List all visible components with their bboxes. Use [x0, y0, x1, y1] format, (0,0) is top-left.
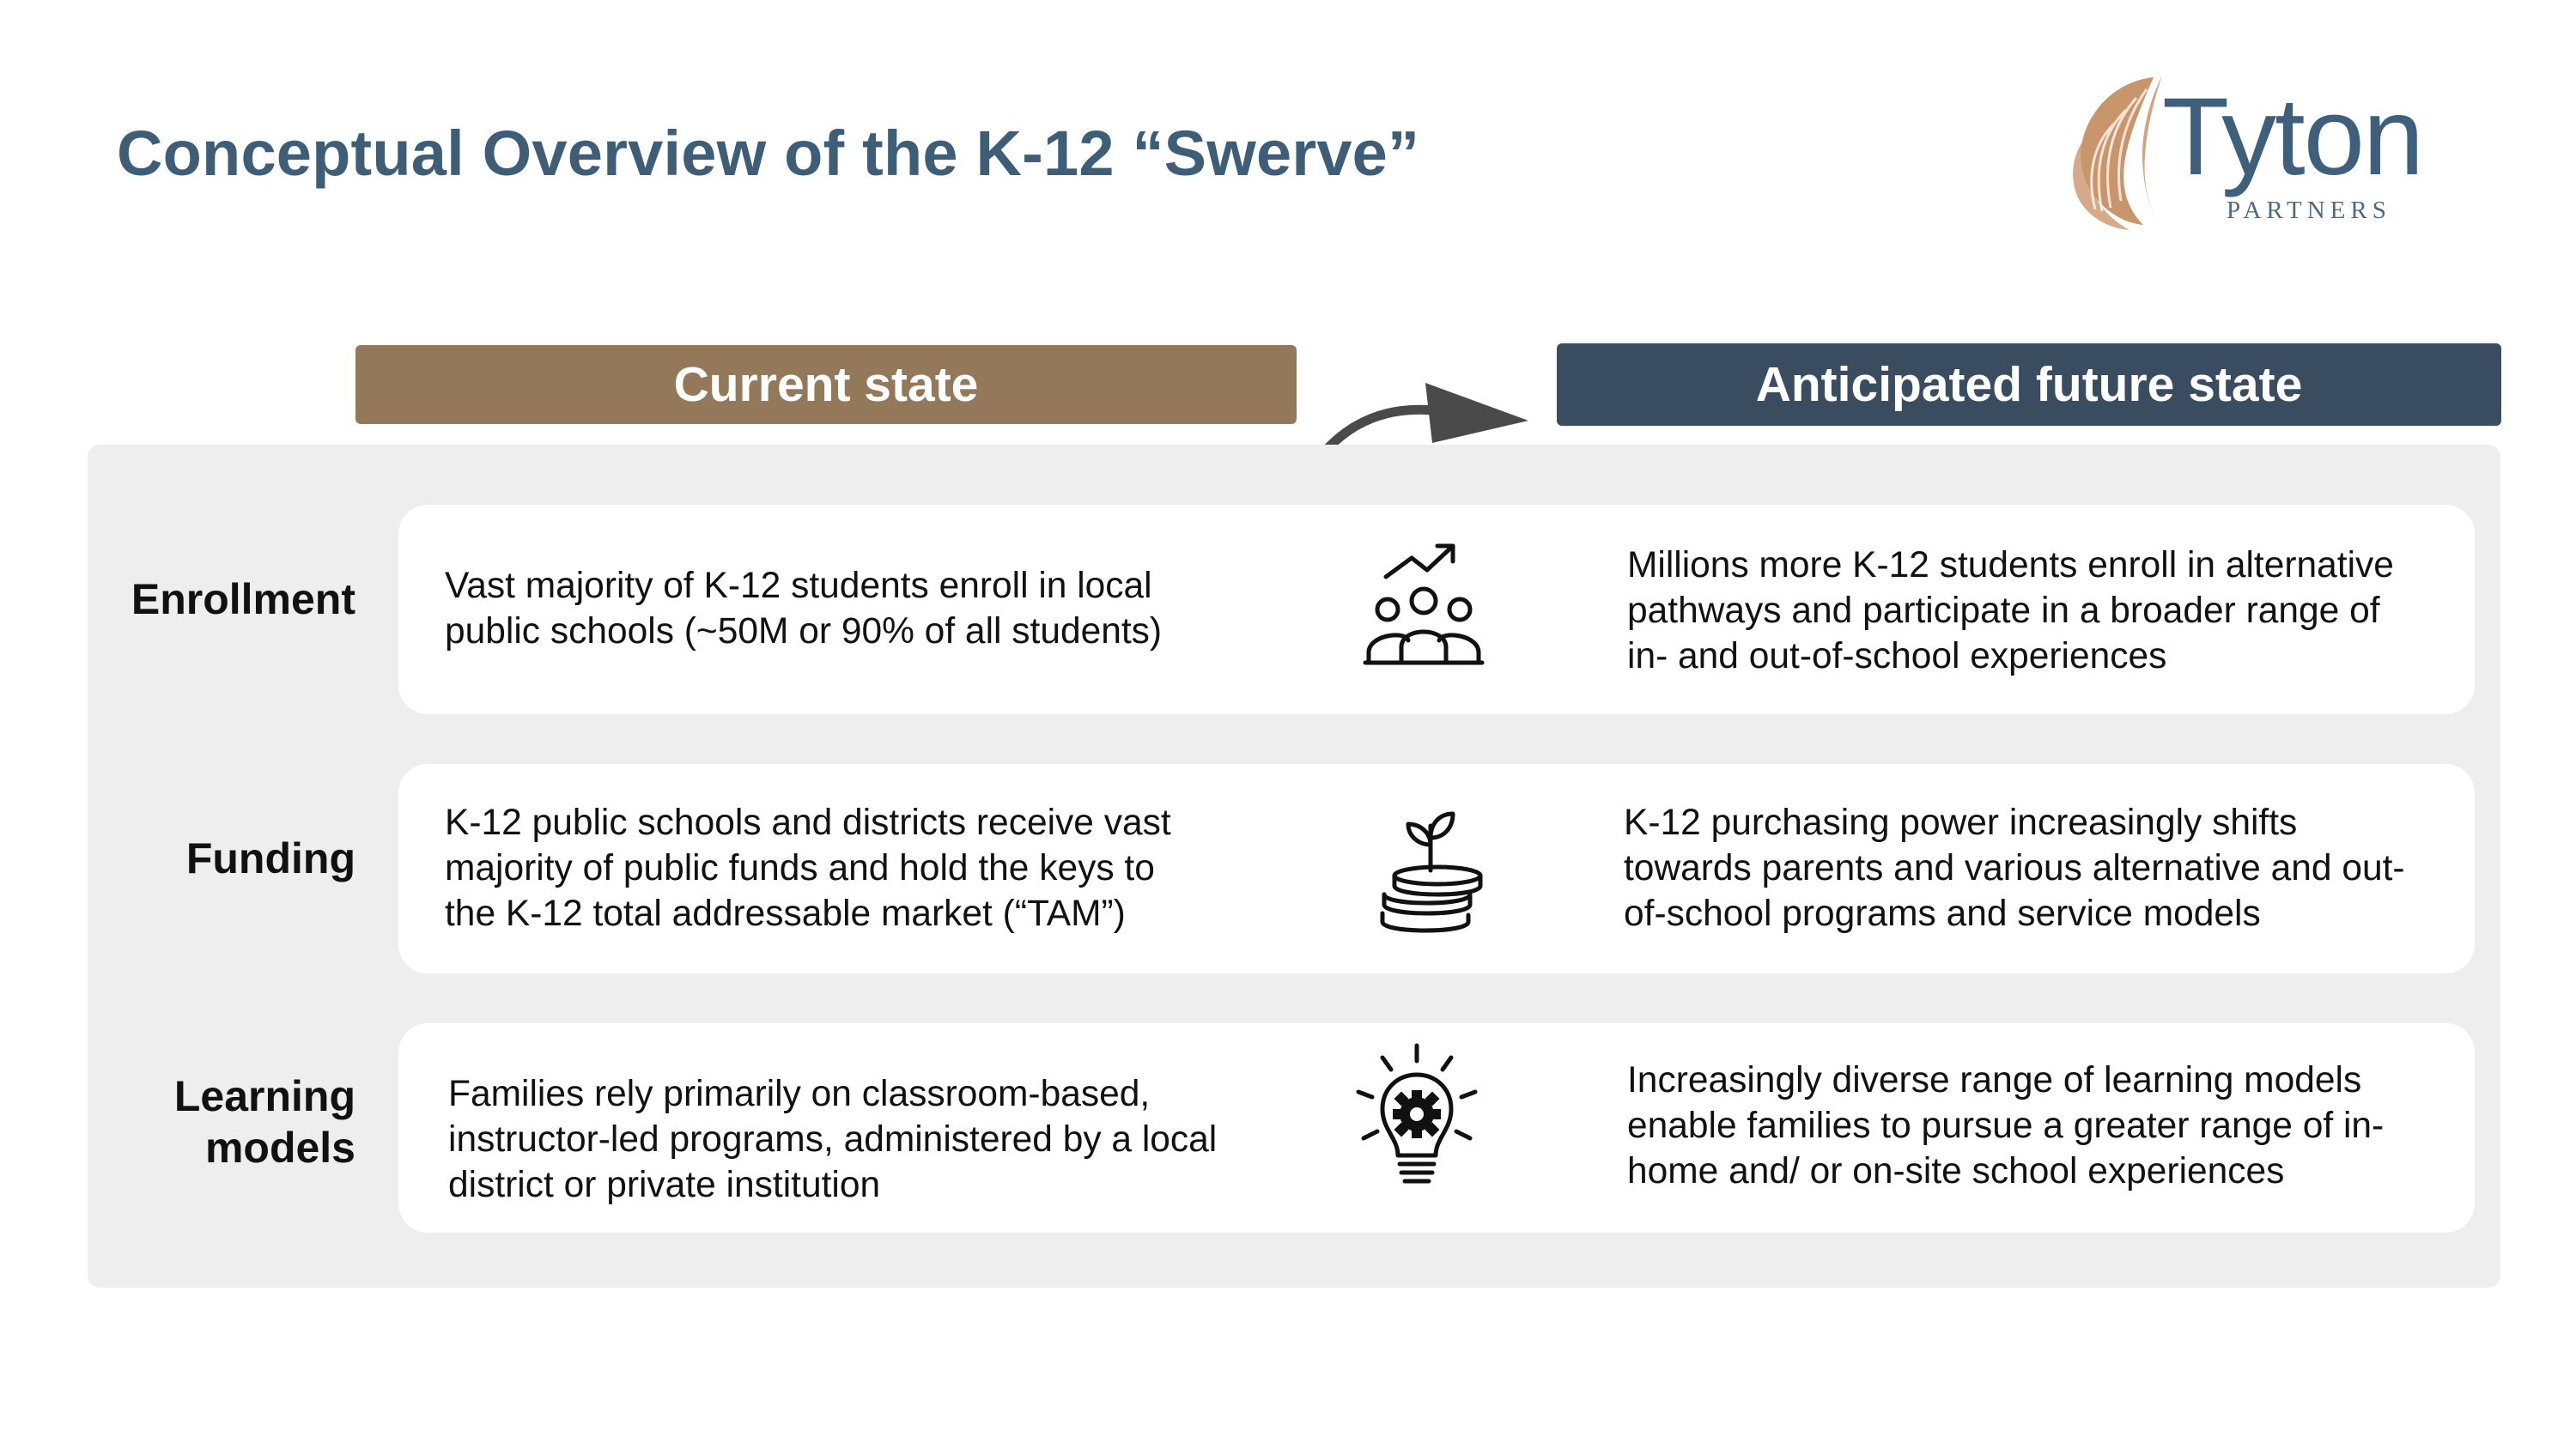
text-line: Increasingly diverse range of learning models — [1627, 1060, 2362, 1100]
text-line: K-12 public schools and districts receive vast — [445, 803, 1171, 843]
current-state-header: Current state — [355, 345, 1297, 424]
logo-subtitle: PARTNERS — [2227, 197, 2391, 224]
row-label-learning-models — [103, 1070, 355, 1173]
row-label-enrollment: Enrollment — [131, 575, 355, 623]
text-line: home and/ or on-site school experiences — [1627, 1151, 2285, 1191]
text-line: towards parents and various alternative and out- — [1624, 848, 2405, 888]
text-line: instructor-led programs, administered by a local — [448, 1119, 1218, 1160]
feather-icon — [2061, 72, 2172, 235]
text-line: of-school programs and service models — [1624, 894, 2261, 934]
text-line: pathways and participate in a broader range of — [1627, 591, 2380, 631]
text-line: public schools (~50M or 90% of all students) — [445, 611, 1163, 652]
lightbulb-gear-icon — [1345, 1042, 1491, 1188]
text-line: Millions more K-12 students enroll in alternative — [1627, 545, 2394, 585]
text-line: K-12 purchasing power increasingly shifts — [1624, 803, 2298, 843]
learning-current-text — [448, 1071, 1217, 1208]
coins-sprout-icon — [1358, 791, 1504, 937]
slide-title: Conceptual Overview of the K-12 “Swerve” — [117, 118, 1420, 189]
label-line: models — [204, 1124, 355, 1172]
funding-current-text — [445, 800, 1171, 937]
text-line: district or private institution — [448, 1165, 881, 1205]
row-label-funding: Funding — [185, 834, 355, 882]
enrollment-future-text — [1627, 543, 2394, 679]
logo-wordmark: Tyton — [2162, 76, 2423, 198]
text-line: Vast majority of K-12 students enroll in local — [445, 566, 1152, 606]
learning-future-text — [1627, 1058, 2384, 1194]
row-learning-models — [398, 1023, 2475, 1233]
enrollment-current-text — [445, 563, 1162, 654]
growth-people-icon — [1352, 534, 1498, 680]
text-line: the K-12 total addressable market (“TAM”) — [445, 894, 1126, 934]
text-line: majority of public funds and hold the keys to — [445, 848, 1155, 888]
future-state-header: Anticipated future state — [1557, 343, 2501, 426]
tyton-partners-logo — [2061, 72, 2421, 235]
text-line: in- and out-of-school experiences — [1627, 636, 2167, 676]
row-funding — [398, 764, 2475, 973]
text-line: Families rely primarily on classroom-based, — [448, 1074, 1151, 1114]
row-enrollment — [398, 505, 2475, 714]
text-line: enable families to pursue a greater range of in- — [1627, 1106, 2385, 1146]
funding-future-text — [1624, 800, 2405, 937]
label-line: Learning — [173, 1072, 355, 1120]
